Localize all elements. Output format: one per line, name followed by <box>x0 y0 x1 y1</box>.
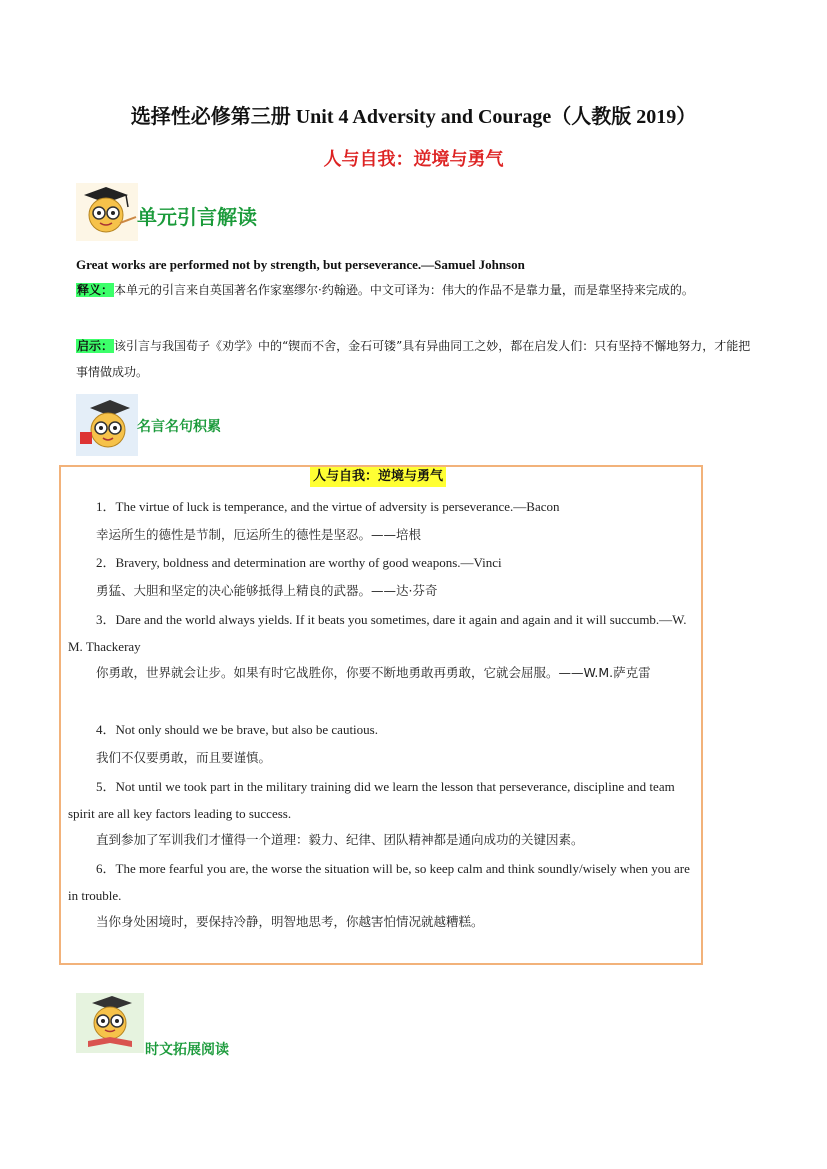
section-heading-intro: 单元引言解读 <box>137 205 257 229</box>
explain-label: 释义： <box>77 283 114 297</box>
explain-paragraph <box>76 277 754 303</box>
quote-5-en: 5．Not until we took part in the military training did we learn the lesson that perseverance, discipline and team spirit are all key factors leading to success. <box>68 779 675 821</box>
insight-text: 该引言与我国荀子《劝学》中的“锲而不舍，金石可镂”具有异曲同工之妙，都在启发人们：只有坚持不懈地努力，才能把事情做成功。 <box>76 339 751 379</box>
page-subtitle: 人与自我：逆境与勇气 <box>323 149 504 170</box>
explain-text: 本单元的引言来自英国著名作家塞缪尔·约翰逊。中文可译为：伟大的作品不是靠力量，而是靠坚持来完成的。 <box>114 283 694 297</box>
section-heading-quotes: 名言名句积累 <box>137 419 221 435</box>
quote-6-en: 6．The more fearful you are, the worse the situation will be, so keep calm and think soundly/wisely when you are in trouble. <box>68 861 690 903</box>
unit-quote: Great works are performed not by strength, but perseverance.—Samuel Johnson <box>76 257 525 272</box>
insight-paragraph <box>76 333 754 385</box>
quote-5-cn: 直到参加了军训我们才懂得一个道理：毅力、纪律、团队精神都是通向成功的关键因素。 <box>96 832 584 847</box>
quote-1-cn: 幸运所生的德性是节制，厄运所生的德性是坚忍。——培根 <box>96 527 422 542</box>
insight-label: 启示： <box>77 339 114 353</box>
quote-1-en: 1．The virtue of luck is temperance, and the virtue of adversity is perseverance.—Bacon <box>96 499 560 514</box>
mascot-book-icon <box>76 993 144 1053</box>
quote-3-en: 3．Dare and the world always yields. If it beats you sometimes, dare it again and again and it will succumb.—W. M. Thackeray <box>68 612 687 654</box>
quotes-box-title: 人与自我：逆境与勇气 <box>310 467 446 487</box>
mascot-reading-icon <box>76 394 138 456</box>
quote-3-cn: 你勇敢，世界就会让步。如果有时它战胜你，你要不断地勇敢再勇敢，它就会屈服。——W.M.萨克雷 <box>96 665 651 680</box>
quote-6-cn: 当你身处困境时，要保持冷静，明智地思考，你越害怕情况就越糟糕。 <box>96 914 484 929</box>
quote-2-en: 2．Bravery, boldness and determination are worthy of good weapons.—Vinci <box>96 555 502 570</box>
section-heading-reading: 时文拓展阅读 <box>145 1042 229 1058</box>
quote-4-cn: 我们不仅要勇敢，而且要谨慎。 <box>96 750 272 765</box>
quote-2-cn: 勇猛、大胆和坚定的决心能够抵得上精良的武器。——达·芬奇 <box>96 583 438 598</box>
mascot-scholar-icon <box>76 183 138 241</box>
quote-4-en: 4．Not only should we be brave, but also be cautious. <box>96 722 378 737</box>
page-title: 选择性必修第三册 Unit 4 Adversity and Courage（人教版 2019） <box>130 106 697 128</box>
